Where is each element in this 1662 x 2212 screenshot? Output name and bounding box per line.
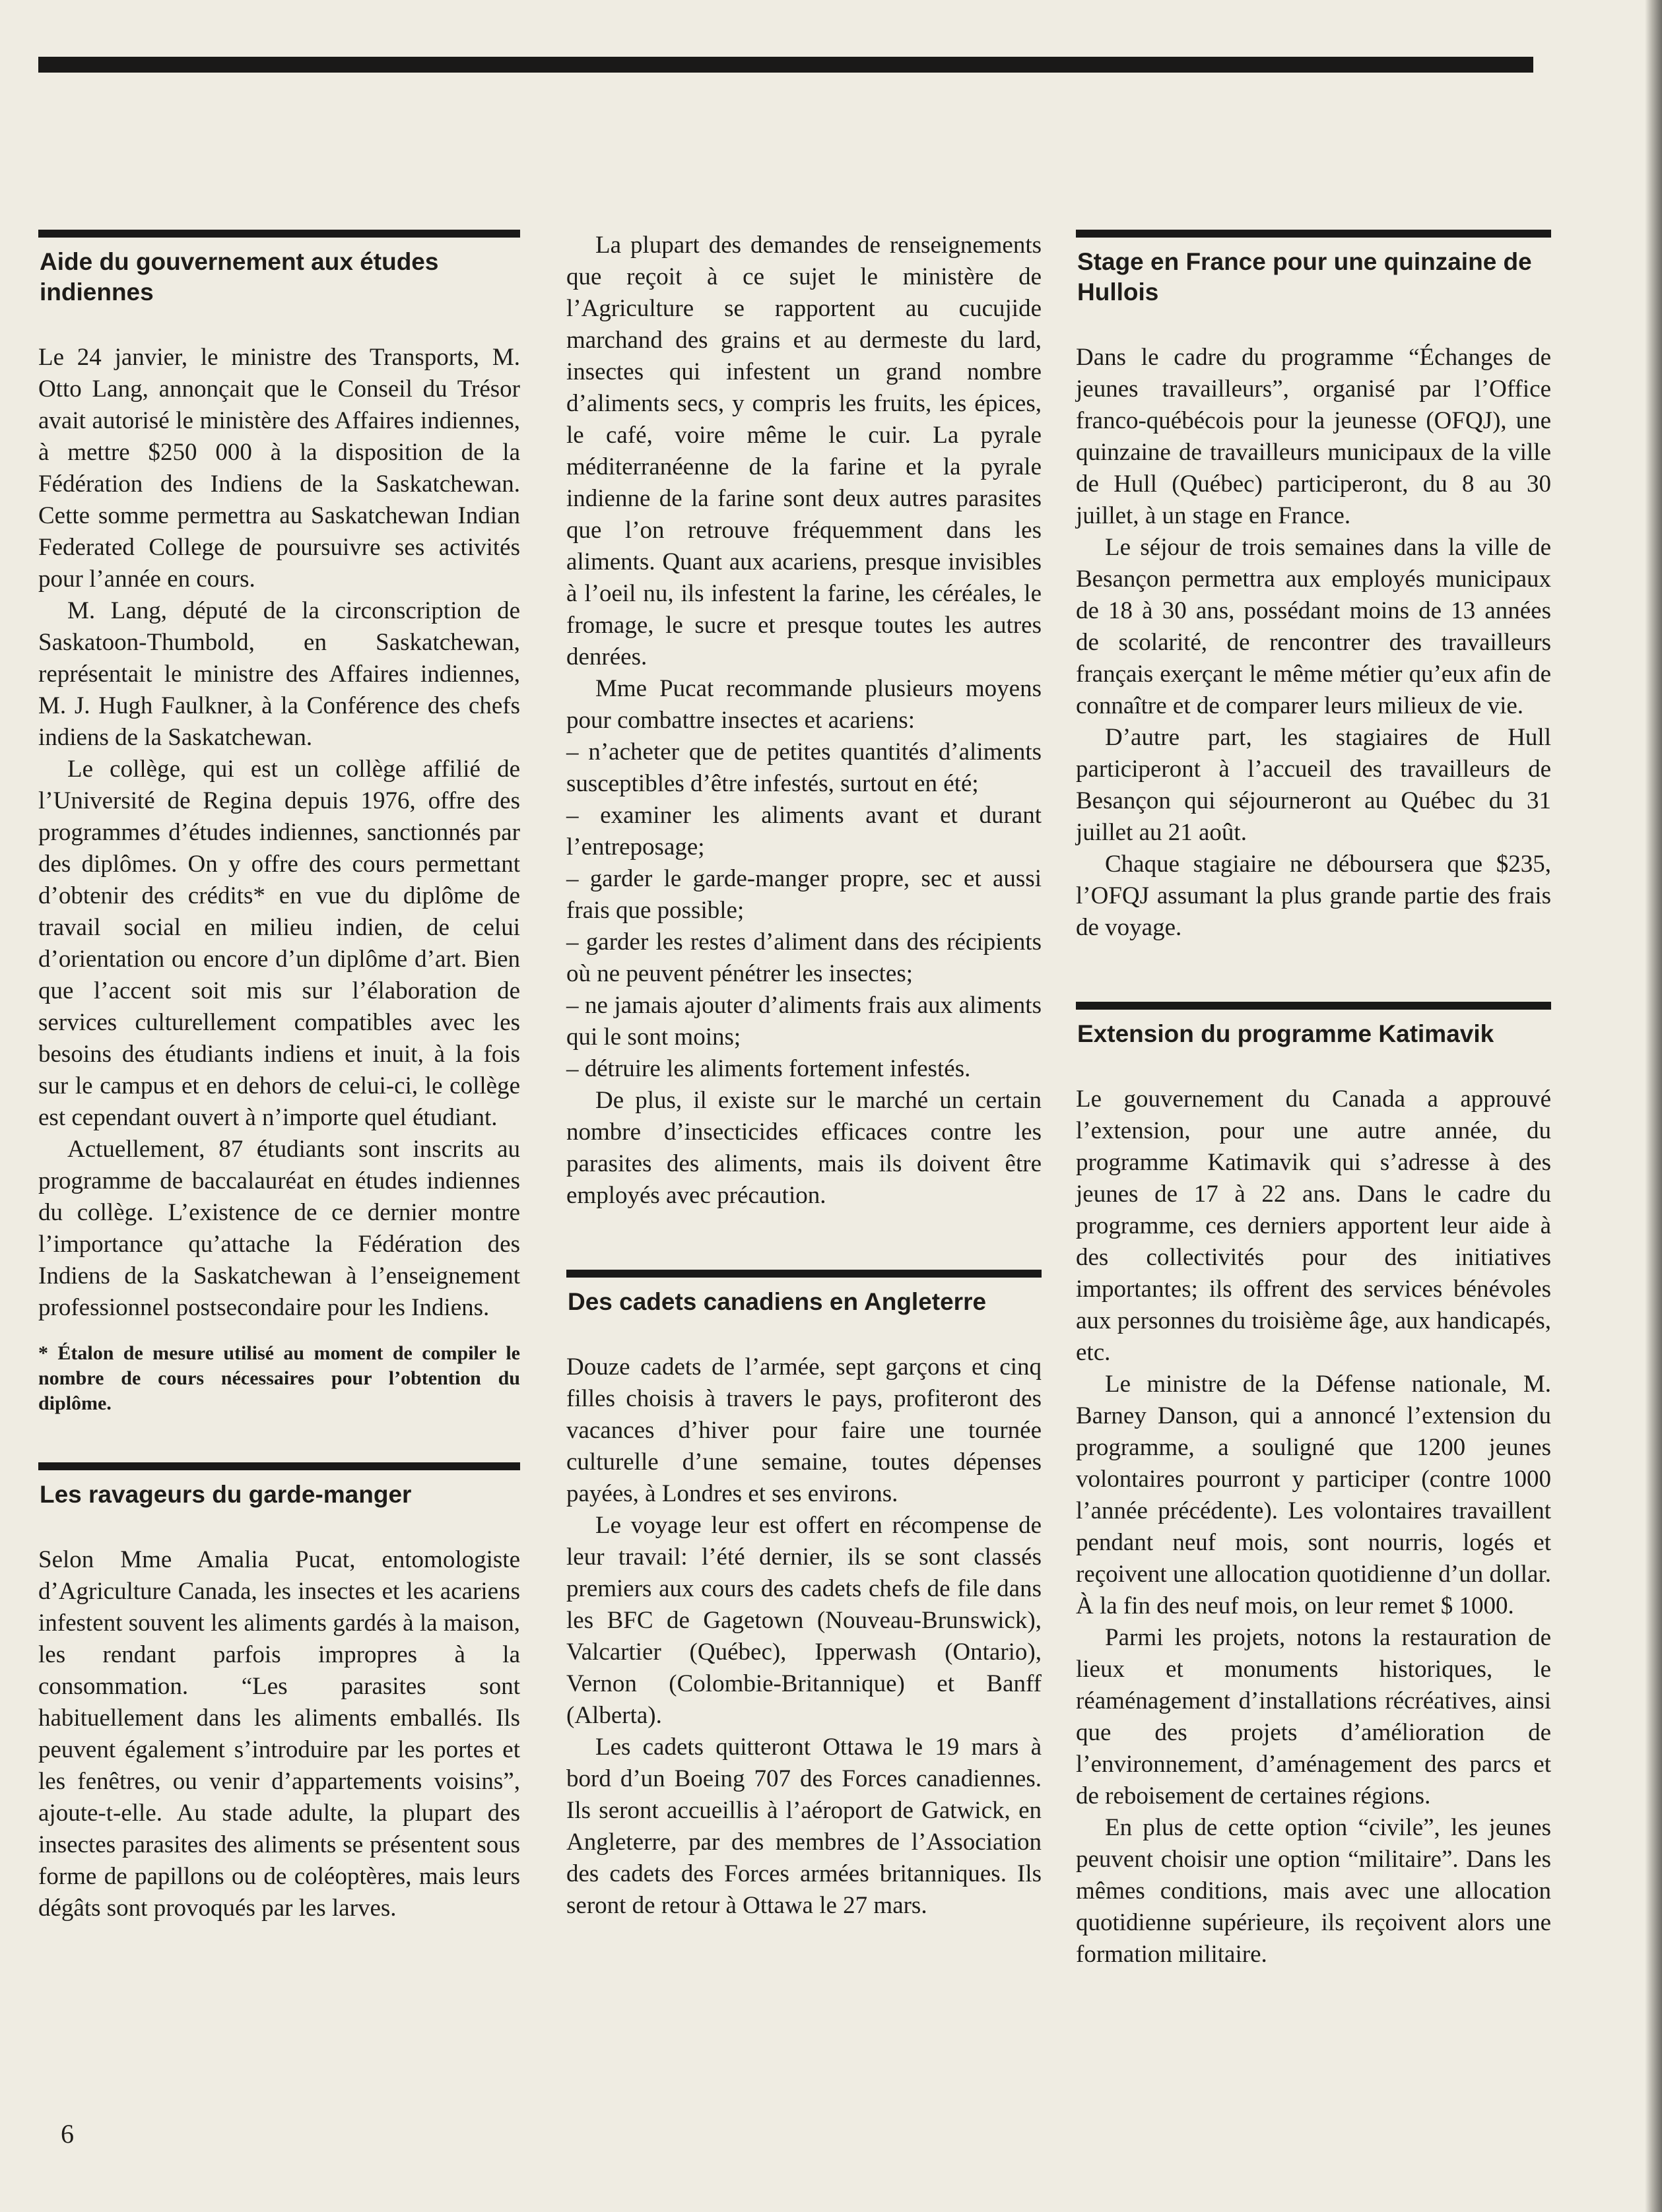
- section-rule: [38, 230, 520, 238]
- header-rule: [38, 57, 1533, 73]
- article-title-ravageurs: Les ravageurs du garde-manger: [40, 1481, 412, 1508]
- paragraph: Chaque stagiaire ne déboursera que $235, l’OFQJ assumant la plus grande partie des frais de voyage.: [1076, 851, 1551, 941]
- article-body-ravageurs: [38, 1544, 520, 1924]
- paragraph: Les cadets quitteront Ottawa le 19 mars à bord d’un Boeing 707 des Forces canadiennes. Ils seront accueillis à l’aéroport de Gatwick, en Angleterre, par des membres de l’Association des cadets des Forces armées britanniques. Ils seront de retour à Ottawa le 27 mars.: [566, 1734, 1042, 1919]
- list-item: – examiner les aliments avant et durant l’entreposage;: [566, 802, 1042, 861]
- article-body-katimavik: [1076, 1084, 1551, 1970]
- article-body-aide: [38, 342, 520, 1324]
- footnote: * Étalon de mesure utilisé au moment de compiler le nombre de cours nécessaires pour l’obtention du diplôme.: [38, 1342, 520, 1414]
- paragraph: Selon Mme Amalia Pucat, entomologiste d’Agriculture Canada, les insectes et les acariens infestent souvent les aliments gardés à la maison, les rendant parfois impropres à la consommation. “Les parasites sont habituellement dans les aliments emballés. Ils peuvent également s’introduire par les portes et les fenêtres, ou venir d’appartements voisins”, ajoute-t-elle. Au stade adulte, la plupart des insectes parasites des aliments se présentent sous forme de papillons ou de coléoptères, mais leurs dégâts sont provoqués par les larves.: [38, 1546, 520, 1922]
- section-rule: [1076, 230, 1551, 238]
- column-3: [1076, 230, 1551, 1970]
- section-rule: [38, 1462, 520, 1470]
- list-item: – ne jamais ajouter d’aliments frais aux aliments qui le sont moins;: [566, 992, 1042, 1051]
- paragraph: Actuellement, 87 étudiants sont inscrits au programme de baccalauréat en études indiennes du collège. L’existence de ce dernier montre l’importance qu’attache la Fédération des Indiens de la Saskatchewan à l’enseignement professionnel postsecondaire pour les Indiens.: [38, 1136, 520, 1321]
- article-body-ravageurs-cont: [566, 230, 1042, 1212]
- paragraph: Dans le cadre du programme “Échanges de jeunes travailleurs”, organisé par l’Office franco-québécois pour la jeunesse (OFQJ), une quinzaine de travailleurs municipaux de la ville de Hull (Québec) participeront, du 8 au 30 juillet, à un stage en France.: [1076, 344, 1551, 529]
- list-item: – garder les restes d’aliment dans des récipients où ne peuvent pénétrer les insectes;: [566, 928, 1042, 987]
- paragraph: Le voyage leur est offert en récompense de leur travail: l’été dernier, ils se sont classés premiers aux cours des cadets chefs de file dans les BFC de Gagetown (Nouveau-Brunswick), Valcartier (Québec), Ipperwash (Ontario), Vernon (Colombie-Britannique) et Banff (Alberta).: [566, 1512, 1042, 1729]
- paragraph: M. Lang, député de la circonscription de Saskatoon-Thumbold, en Saskatchewan, représentait le ministre des Affaires indiennes, M. J. Hugh Faulkner, à la Conférence des chefs indiens de la Saskatchewan.: [38, 597, 520, 751]
- article-title-aide: Aide du gouvernement aux études indiennes: [40, 248, 439, 306]
- column-2: [566, 230, 1042, 1922]
- page-edge-shadow: [1645, 0, 1662, 2212]
- paragraph: Le gouvernement du Canada a approuvé l’extension, pour une autre année, du programme Katimavik qui s’adresse à des jeunes de 17 à 22 ans. Dans le cadre du programme, ces derniers apportent leur aide à des collectivités pour des initiatives importantes; ils offrent des services bénévoles aux personnes du troisième âge, aux handicapés, etc.: [1076, 1086, 1551, 1366]
- list-item: – détruire les aliments fortement infestés.: [566, 1055, 971, 1082]
- article-body-stage: [1076, 342, 1551, 944]
- paragraph: Le 24 janvier, le ministre des Transports, M. Otto Lang, annonçait que le Conseil du Trésor avait autorisé le ministère des Affaires indiennes, à mettre $250 000 à la disposition de la Fédération des Indiens de la Saskatchewan. Cette somme permettra au Saskatchewan Indian Federated College de poursuivre ses activités pour l’année en cours.: [38, 344, 520, 593]
- paragraph: D’autre part, les stagiaires de Hull participeront à l’accueil des travailleurs de Besançon qui séjourneront au Québec du 31 juillet au 21 août.: [1076, 724, 1551, 846]
- paragraph: Mme Pucat recommande plusieurs moyens pour combattre insectes et acariens:: [566, 675, 1042, 734]
- paragraph: Douze cadets de l’armée, sept garçons et cinq filles choisis à travers le pays, profiteront des vacances d’hiver pour faire une tournée culturelle d’une semaine, toutes dépenses payées, à Londres et ses environs.: [566, 1353, 1042, 1507]
- paragraph: La plupart des demandes de renseignements que reçoit à ce sujet le ministère de l’Agriculture se rapportent au cucujide marchand des grains et au dermeste du lard, insectes qui infestent un grand nombre d’aliments secs, y compris les fruits, les épices, le café, voire même le cuir. La pyrale méditerranéenne de la farine et la pyrale indienne de la farine sont deux autres parasites que l’on retrouve fréquemment dans les aliments. Quant aux acariens, presque invisibles à l’oeil nu, ils infestent la farine, les céréales, le fromage, le sucre et presque toutes les autres denrées.: [566, 232, 1042, 670]
- paragraph: De plus, il existe sur le marché un certain nombre d’insecticides efficaces contre les parasites des aliments, mais ils doivent être employés avec précaution.: [566, 1087, 1042, 1209]
- article-title-cadets: Des cadets canadiens en Angleterre: [568, 1288, 987, 1315]
- paragraph: Le collège, qui est un collège affilié de l’Université de Regina depuis 1976, offre des programmes d’études indiennes, sanctionnés par des diplômes. On y offre des cours permettant d’obtenir des crédits* en vue du diplôme de travail social en milieu indien, de celui d’orientation ou encore d’un diplôme d’art. Bien que l’accent soit mis sur l’élaboration de services culturellement compatibles avec les besoins des étudiants indiens et inuit, à la fois sur le campus et en dehors de celui-ci, le collège est cependant ouvert à n’importe quel étudiant.: [38, 756, 520, 1131]
- paragraph: En plus de cette option “civile”, les jeunes peuvent choisir une option “militaire”. Dans les mêmes conditions, mais avec une allocation quotidienne supérieure, ils reçoivent alors une formation militaire.: [1076, 1814, 1551, 1968]
- list-item: – garder le garde-manger propre, sec et aussi frais que possible;: [566, 865, 1042, 924]
- section-rule: [1076, 1002, 1551, 1010]
- article-title-katimavik: Extension du programme Katimavik: [1077, 1020, 1494, 1047]
- article-title-stage: Stage en France pour une quinzaine de Hullois: [1077, 248, 1532, 306]
- section-rule: [566, 1270, 1042, 1278]
- column-1: [38, 230, 520, 1924]
- paragraph: Le séjour de trois semaines dans la ville de Besançon permettra aux employés municipaux de 18 à 30 ans, possédant moins de 13 années de scolarité, de rencontrer des travailleurs français exerçant le même métier qu’eux afin de connaître et de comparer leurs milieux de vie.: [1076, 534, 1551, 719]
- paragraph: Le ministre de la Défense nationale, M. Barney Danson, qui a annoncé l’extension du programme, a souligné que 1200 jeunes volontaires pourront y participer (contre 1000 l’année précédente). Les volontaires travaillent pendant neuf mois, sont nourris, logés et reçoivent une allocation quotidienne d’un dollar. À la fin des neuf mois, on leur remet $ 1000.: [1076, 1371, 1551, 1619]
- page-number: 6: [61, 2119, 74, 2149]
- paragraph: Parmi les projets, notons la restauration de lieux et monuments historiques, le réaménagement d’installations récréatives, ainsi que des projets d’amélioration de l’environnement, d’aménagement des parcs et de reboisement de certaines régions.: [1076, 1624, 1551, 1809]
- list-item: – n’acheter que de petites quantités d’aliments susceptibles d’être infestés, surtout en été;: [566, 738, 1042, 797]
- article-body-cadets: [566, 1351, 1042, 1922]
